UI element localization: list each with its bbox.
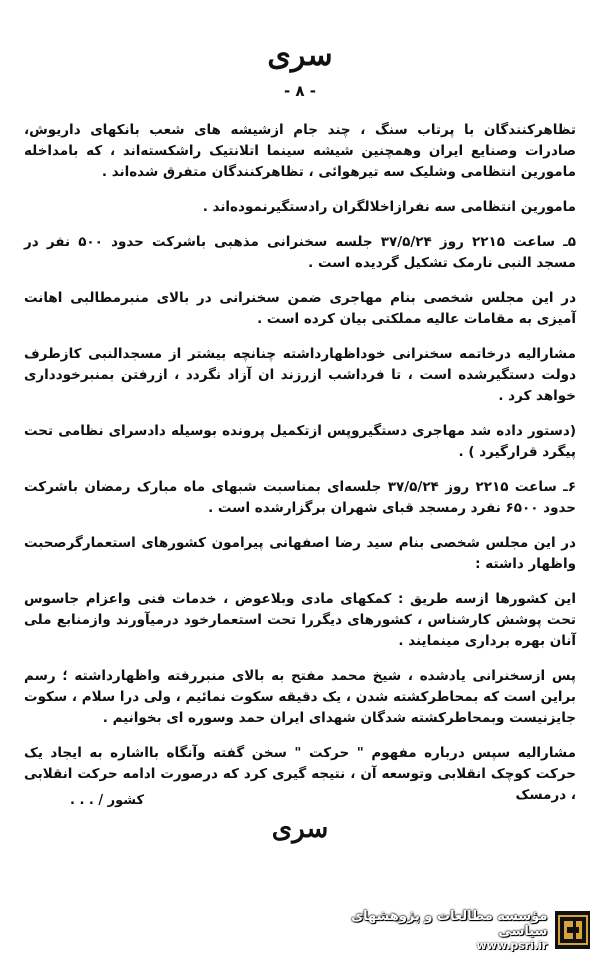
paragraph: ۶ـ ساعت ۲۲۱۵ روز ۳۷/۵/۲۴ جلسه‌ای بمناسبت شبهای ماه مبارک رمضان باشرکت حدود ۶۵۰۰ نفرد رمسجد قبای شهران برگزارشده است .: [24, 479, 576, 516]
paragraph: مشارالیه درخاتمه سخنرانی خوداظهارداشته چنانچه بیشتر از مسجدالنبی کازطرف دولت دستگیرشده است ، تا فرداشب ازرزند ان آزاد نگردد ، ازرفتن بمنبرخودداری خواهد کرد .: [24, 346, 576, 404]
classification-footer: سری: [271, 814, 329, 844]
classification-header: سری: [267, 38, 333, 73]
paragraph: در این مجلس شخصی بنام مهاجری ضمن سخنرانی در بالای منبرمطالبی اهانت آمیزی به مقامات عالیه مملکتی بیان کرده است .: [24, 290, 576, 327]
paragraph: تظاهرکنندگان با پرتاب سنگ ، چند جام ازشیشه های شعب بانکهای داریوش، صادرات وصنایع ایران وهمچنین شیشه سینما اتلانتیک راشکسته‌اند ، که بامداخله مامورین انتظامی وشلیک سه تیرهوائی ، تظاهرکنندگان متفرق شده‌اند .: [24, 122, 576, 180]
paragraph: مشارالیه سپس درباره مفهوم " حرکت " سخن گفته وآنگاه بااشاره به ایجاد یک حرکت کوچک انقلابی وتوسعه آن ، نتیجه گیری کرد که درصورت ادامه حرکت انقلابی ، درمسک: [24, 745, 576, 803]
continuation-text: کشور / . . .: [70, 793, 145, 808]
publisher-name: مؤسسه مطالعات و پژوهشهای سیاسی: [351, 908, 548, 939]
paragraph: در این مجلس شخصی بنام سید رضا اصفهانی پیرامون کشورهای استعمارگرصحبت واظهار داشته :: [24, 535, 576, 572]
paragraph: مامورین انتظامی سه نفرازاخلالگران رادستگیرنموده‌اند .: [202, 199, 576, 215]
paragraph: این کشورها ازسه طریق : کمکهای مادی وبلاعوض ، خدمات فنی واعزام جاسوس تحت پوشش کارشناس ، کشورهای دیگررا تحت استعمارخود درمیآورند وازمنابع ملی آنان بهره برداری مینمایند .: [24, 591, 576, 649]
paragraph: ۵ـ ساعت ۲۲۱۵ روز ۳۷/۵/۲۴ جلسه سخنرانی مذهبی باشرکت حدود ۵۰۰ نفر در مسجد النبی نارمک تشکیل گردیده است .: [24, 234, 576, 271]
publisher-url: www.psri.ir: [476, 938, 548, 952]
publisher-watermark: [320, 909, 590, 951]
psri-logo-icon: [555, 911, 590, 949]
document-body: [24, 120, 576, 814]
paragraph: (دستور داده شد مهاجری دستگیروپس ازتکمیل پرونده بوسیله دادسرای نظامی تحت پیگرد قرارگیرد ) .: [24, 423, 576, 460]
paragraph: پس ازسخنرانی یادشده ، شیخ محمد مفتح به بالای منبررفته واظهارداشته ؛ رسم براین است که بمحاطرکشته شدن ، یک دقیقه سکوت نمائیم ، ولی درا سلام ، سکوت جایزنیست وبمحاطرکشته شدگان شهدای ایران حمد وسوره ای بخوانیم .: [24, 668, 576, 726]
page-number: - ۸ -: [283, 82, 317, 100]
